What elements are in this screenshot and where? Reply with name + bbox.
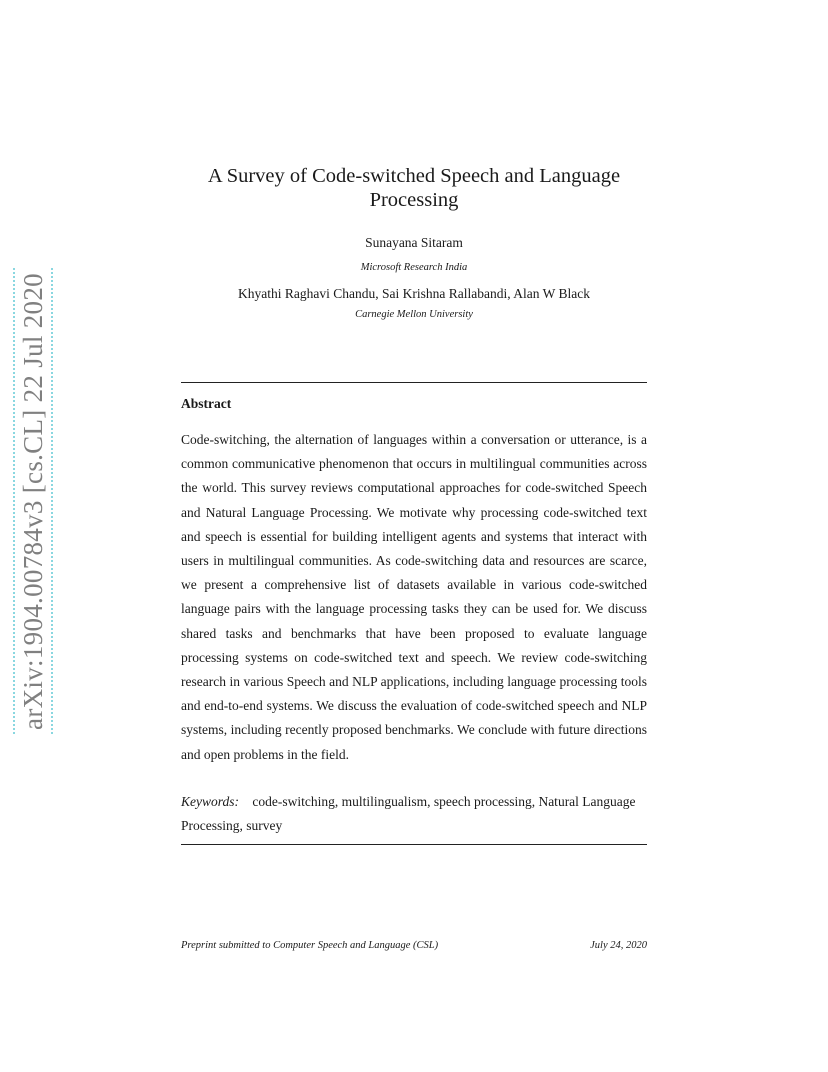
top-rule	[181, 382, 647, 383]
paper-title: A Survey of Code-switched Speech and Language Processing	[207, 165, 621, 211]
abstract-heading: Abstract	[181, 396, 232, 411]
affiliation-2: Carnegie Mellon University	[355, 309, 473, 320]
keywords	[181, 790, 647, 838]
abstract-text: Code-switching, the alternation of languages within a conversation or utterance, is a common communicative phenomenon that occurs in multilingual communities across the world. This survey reviews computational approaches for code-switched Speech and Natural Language Processing. We motivate why processing code-switched text and speech is essential for building intelligent agents and systems that interact with users in multilingual communities. As code-switching data and resources are scarce, we present a comprehensive list of datasets available in various code-switched language pairs with the language processing tasks they can be used for. We discuss shared tasks and benchmarks that have been proposed to evaluate language processing systems on code-switched text and speech. We review code-switching research in various Speech and NLP applications, including language processing tools and end-to-end systems. We discuss the evaluation of code-switched speech and NLP systems, including recently proposed benchmarks. We conclude with future directions and open problems in the field.	[181, 432, 647, 762]
author-line-1: Sunayana Sitaram	[365, 235, 463, 250]
keywords-text: code-switching, multilingualism, speech processing, Natural Language Processing, survey	[181, 794, 636, 833]
footer	[181, 940, 647, 951]
arxiv-stamp	[13, 268, 53, 734]
arxiv-id: arXiv:1904.00784v3 [cs.CL] 22 Jul 2020	[17, 272, 48, 730]
affiliation-1: Microsoft Research India	[360, 262, 468, 273]
footer-right: July 24, 2020	[590, 940, 647, 951]
keywords-label: Keywords:	[181, 794, 239, 809]
author-line-2: Khyathi Raghavi Chandu, Sai Krishna Rallabandi, Alan W Black	[238, 286, 590, 301]
footer-left: Preprint submitted to Computer Speech and Language (CSL)	[181, 940, 439, 951]
bottom-rule	[181, 844, 647, 845]
